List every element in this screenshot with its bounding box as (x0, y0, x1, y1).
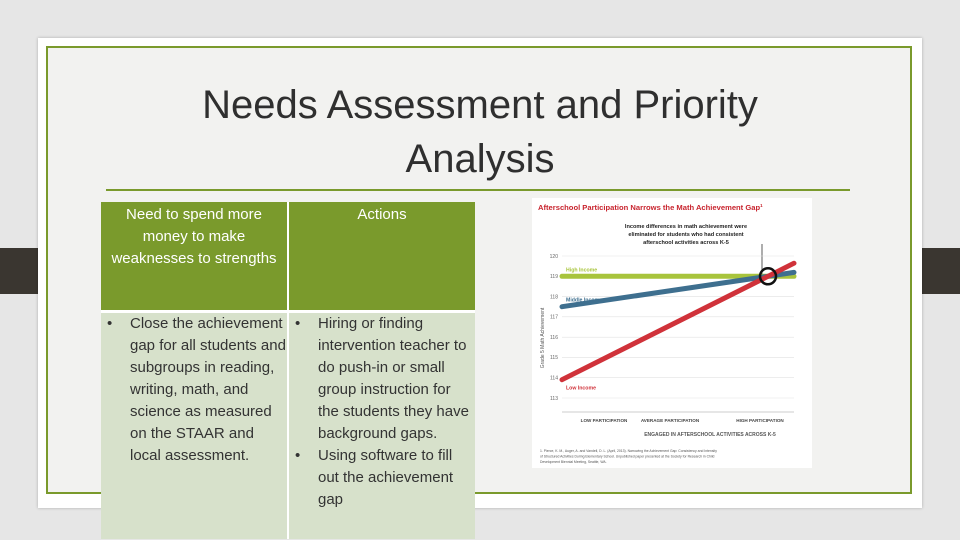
chart-svg (532, 198, 812, 468)
annotation-line: eliminated for students who had consistent (628, 232, 744, 238)
y-tick-label: 120 (549, 253, 558, 260)
need-bullet: • Close the achievement gap for all students and subgroups in reading, writing, math, and science as measured on the STAAR and local assessment. (101, 313, 287, 467)
y-tick-label: 117 (550, 314, 558, 321)
actions-cell (288, 312, 475, 540)
x-tick-label: LOW PARTICIPATION (580, 418, 628, 423)
y-tick-label: 118 (550, 294, 558, 301)
needs-actions-table (101, 202, 475, 539)
needs-header (101, 202, 288, 312)
x-tick-label: HIGH PARTICIPATION (736, 418, 784, 423)
series-label: Middle Income (566, 297, 603, 304)
y-tick-label: 119 (550, 274, 558, 281)
action-bullet: • Hiring or finding intervention teacher to do push-in or small group instruction for the students they have background gaps. (289, 313, 475, 445)
y-tick-label: 115 (550, 355, 558, 362)
chart-title-footnote-mark: 1 (760, 203, 763, 208)
chart-ylabel: Grade 5 Math Achievement (540, 307, 546, 369)
footnote-line: of Structured Activities During Elementary School. Unpublished paper presented at the Society for Research in Child (540, 454, 715, 459)
actions-header (288, 202, 475, 312)
y-tick-label: 114 (550, 375, 558, 382)
action-bullet: • Using software to fill out the achievement gap (289, 445, 475, 511)
y-tick-label: 116 (550, 334, 558, 341)
footnote-line: 1. Pierce, K. M., Auger, A. and Vandell, D. L. (April, 2013). Narrowing the Achievement Gap: Consistency and Intensity (540, 449, 717, 453)
series-line-low-income (562, 263, 794, 380)
chart-title: Afterschool Participation Narrows the Math Achievement Gap$^1$ (538, 203, 763, 212)
annotation-line: afterschool activities across K-5 (643, 240, 729, 246)
series-label: High Income (566, 267, 598, 274)
achievement-gap-chart (532, 198, 812, 468)
actions-header-label: Actions (357, 206, 407, 223)
slide-title: Needs Assessment and Priority Analysis (202, 83, 758, 181)
chart-xlabel: ENGAGED IN AFTERSCHOOL ACTIVITIES ACROSS K-5 (644, 432, 776, 438)
title-divider (106, 189, 850, 191)
series-label: Low Income (566, 385, 596, 392)
needs-header-label: Need to spend more money to make weaknesses to strengths (111, 206, 277, 267)
annotation-line: Income differences in math achievement were (624, 224, 748, 230)
x-tick-label: AVERAGE PARTICIPATION (640, 418, 700, 423)
y-tick-label: 113 (550, 395, 558, 402)
footnote-line: Development Biennial Meeting, Seattle, WA. (540, 460, 607, 464)
needs-cell (101, 312, 288, 540)
chart-footnote (540, 449, 717, 464)
chart-annotation (625, 224, 747, 246)
